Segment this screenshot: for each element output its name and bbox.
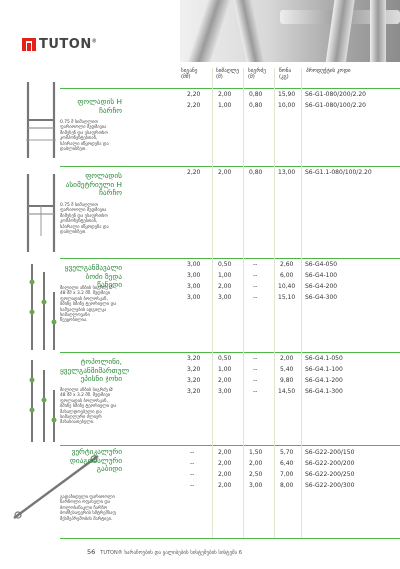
col-height-header: სიმაღლე (მ)	[216, 68, 239, 81]
column-guide	[301, 68, 302, 538]
asymmetric-h-frame-icon	[22, 172, 62, 254]
col-weight-header: წონა (კგ)	[279, 68, 292, 81]
section-title: ტოპოლინი, ყველგანმიმართულ ეპისნი ჯოხი	[60, 357, 130, 384]
header-banner	[0, 0, 400, 58]
col-width-header: სიგანე (მმ)	[181, 68, 198, 81]
brand-mark-icon	[22, 38, 36, 51]
page-number: 56	[87, 548, 96, 556]
footer-text: TUTON® ხარაჩოების და ყალიბების სისტემების სისტემა 6	[100, 550, 242, 556]
column-guide	[212, 68, 213, 538]
table-header	[105, 68, 400, 88]
section-title: ვერტიკალური დიაგონალური გაბიდი	[69, 447, 122, 474]
section-divider	[60, 352, 400, 353]
col-length-header: სიგრძე (მ)	[248, 68, 266, 81]
section-description: მილილი ანბის სიგრძე Ø 48 მმ x 3.2 მმ. მუდმივი ფოლადის ბოლოსკან, ბმინე ბმინე ტეორიული და სამუალების ადგილკა სიმაღლოვანი წეეყობილია.	[60, 286, 117, 324]
column-guide	[243, 68, 244, 538]
h-frame-icon	[22, 80, 62, 160]
standard-spigot-icon	[22, 262, 62, 352]
section-title: ფოლადის ასიმეტრიული H ჩარჩო	[65, 171, 122, 198]
section-divider	[60, 445, 400, 446]
col-code-header: პროდუქტის კოდი	[306, 68, 351, 74]
section-title: ყველგანმავალი ბოძი ზედა წანიდი	[64, 263, 122, 290]
column-guide	[274, 68, 275, 538]
page-footer	[87, 548, 242, 556]
brand-name: TUTON	[39, 37, 92, 52]
brand-trademark: ®	[91, 38, 98, 45]
standard-no-spigot-icon	[22, 356, 62, 444]
section-description: 0.75 მ სიმაღლით ფარიოოლი მუდმივია მიმუხენ და უსაფრთხო კომპონენტებთან, სპირალი იწყოდენა და დაბლისზეთ.	[60, 120, 109, 153]
section-description: მილილი ანბის სიგრძე Ø 48 მმ x 3.2 მმ. მუდმივი ფოლადის ბოლოსკან, ბმინე ბმინე ტეორიული და მახალდოებული და სიმაღლური ძლიერ მახასიათებელი.	[60, 388, 117, 426]
header-divider	[60, 88, 400, 89]
section-description: 0.75 მ სიმაღლით ფარიოოლი მუდმივია მიმუხენ და უსაფრთხო კომპონენტებთან, სპირალი იწყოდენა და დაბლისზეთ.	[60, 203, 109, 236]
scaffold-photo	[180, 0, 400, 62]
section-divider	[60, 258, 400, 259]
section-divider	[60, 166, 400, 167]
brand-logo	[22, 37, 97, 52]
section-title: ფოლადის H ჩარჩო	[77, 97, 122, 115]
section-description: გადაზიდული ფარიოოლი ჩარჩოლი ოფასული და ბოლოსანაკლი ჩარჩო ბოძშესაფერის სმტრეშსაფ მეხშეპრეშობის მარტივი.	[60, 495, 116, 522]
section-divider	[60, 538, 400, 539]
